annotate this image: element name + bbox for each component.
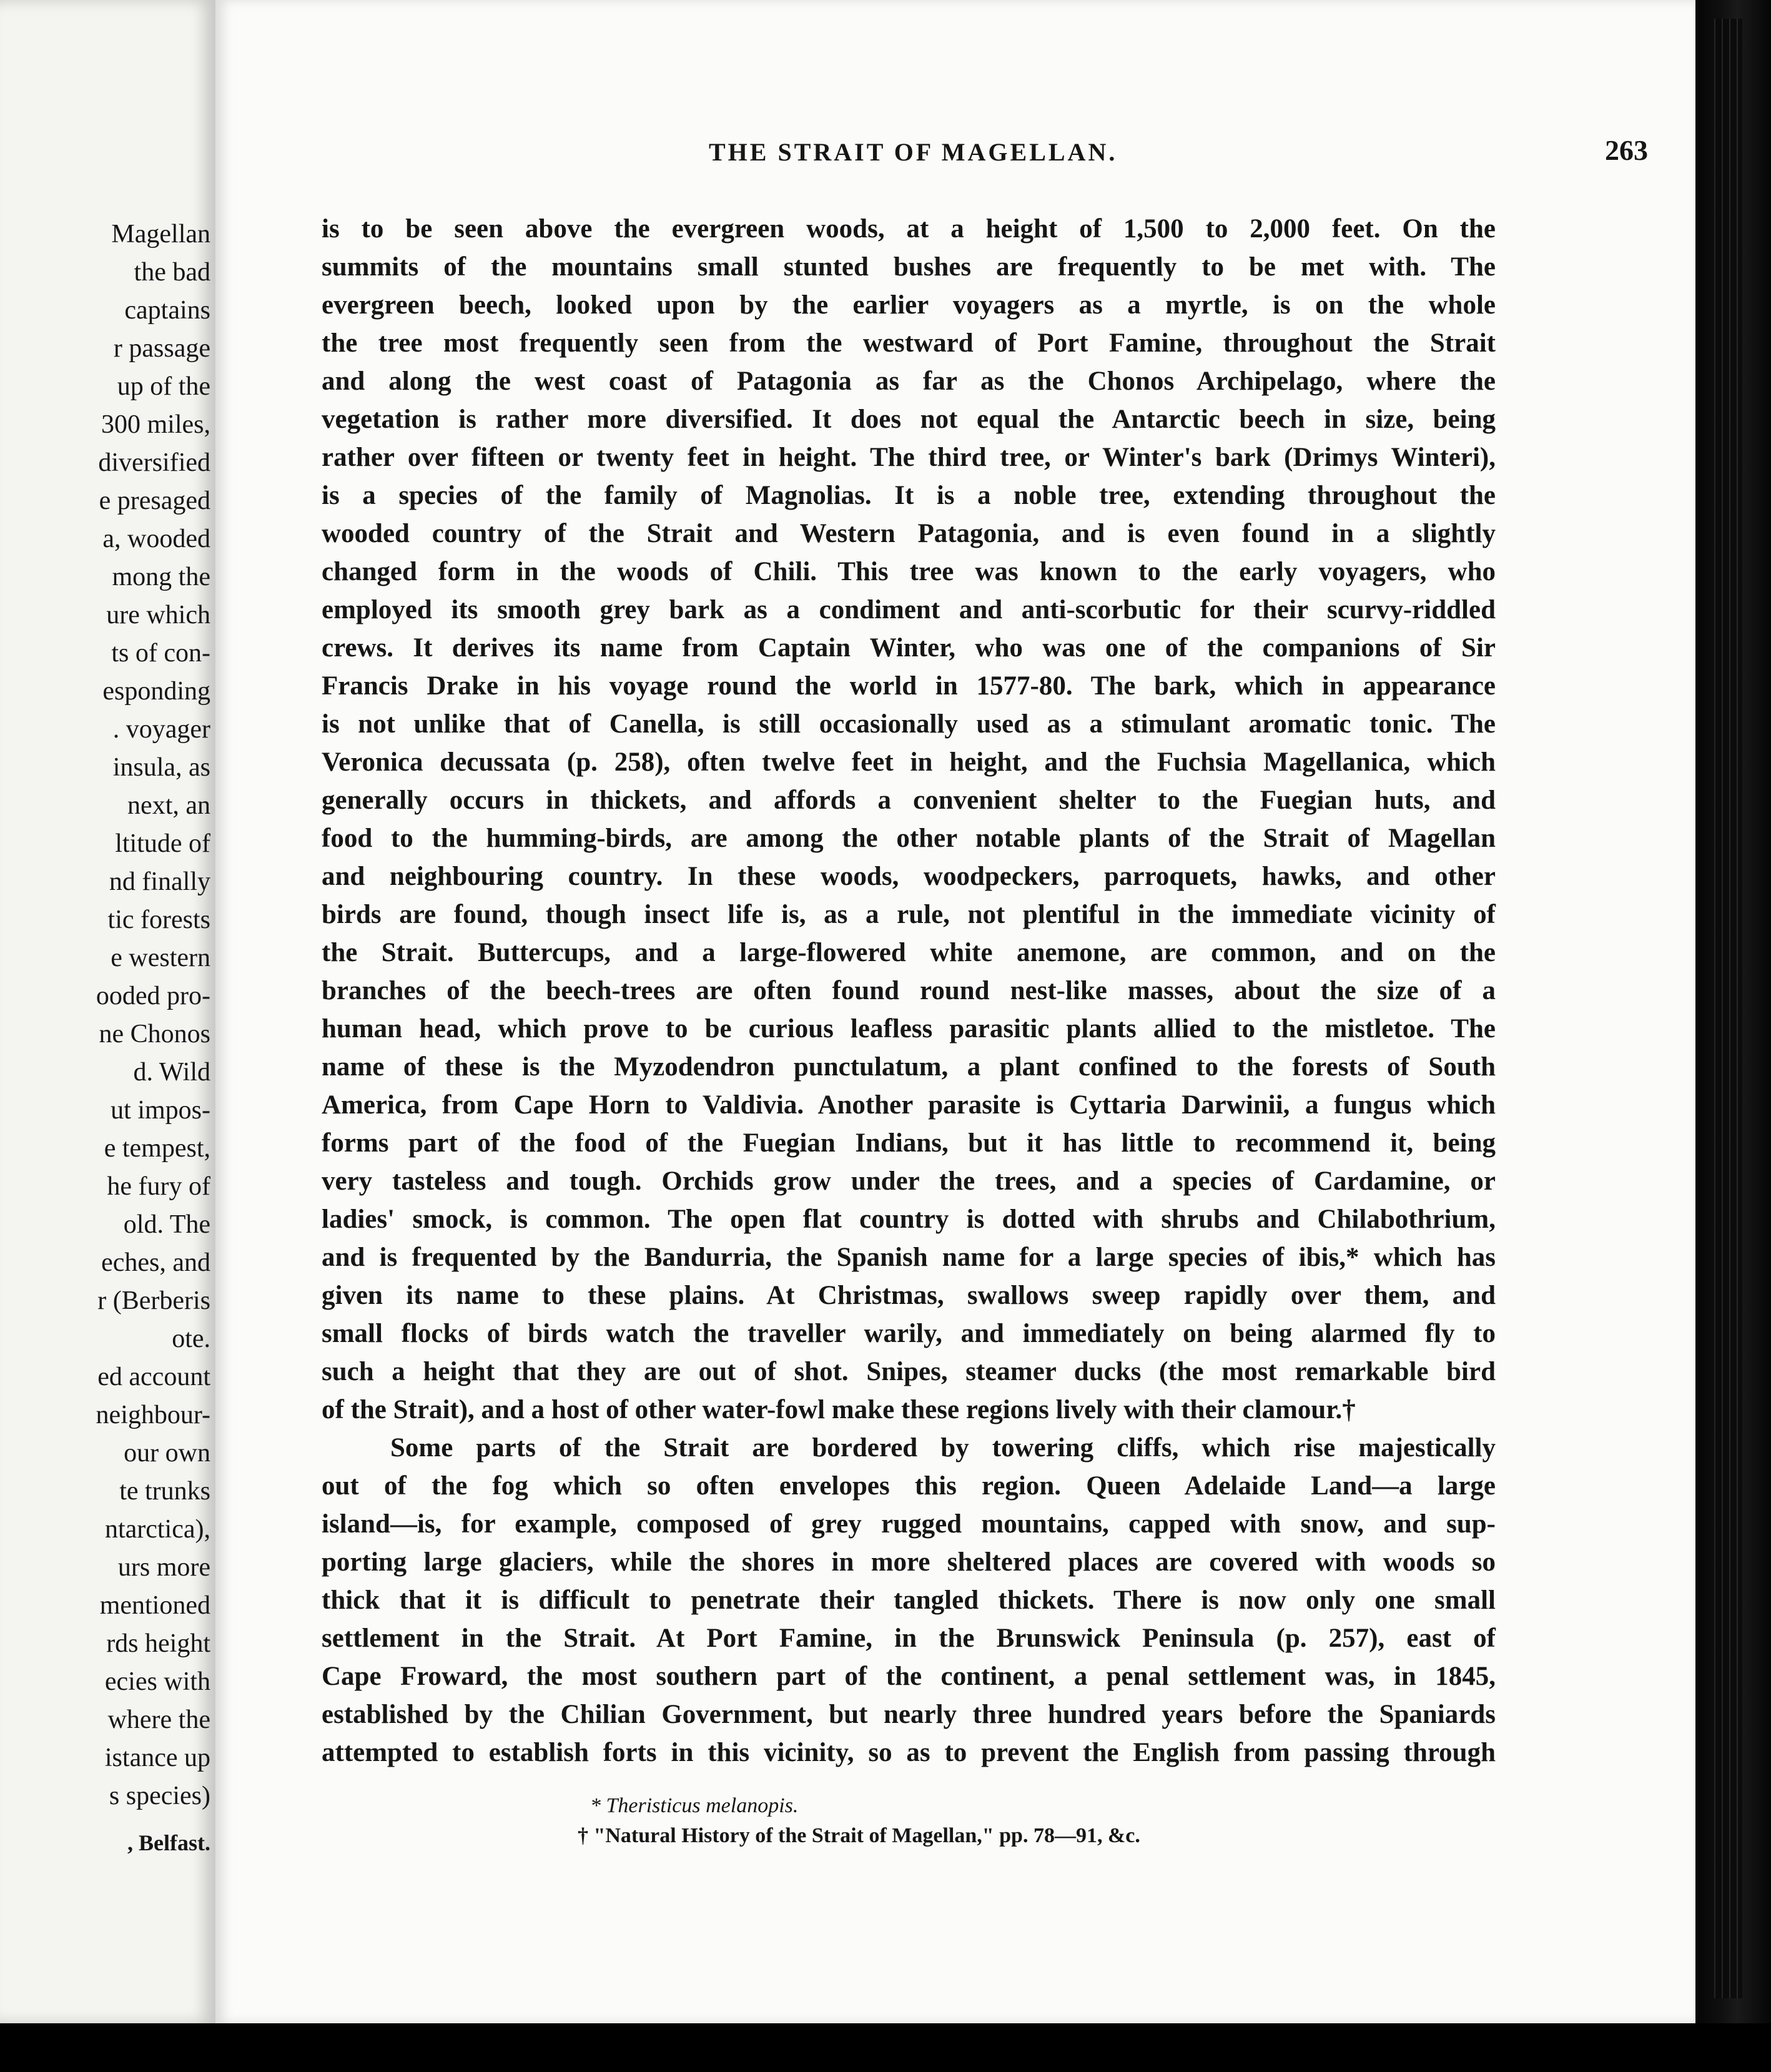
left-line: esponding [102,677,210,706]
body-line: Francis Drake in his voyage round the world in 1577-80. The bark, which in appearance [322,671,1496,701]
body-line: forms part of the food of the Fuegian Indians, but it has little to recommend it, being [322,1128,1496,1158]
body-line: generally occurs in thickets, and affords a convenient shelter to the Fuegian huts, and [322,786,1496,815]
left-line: eches, and [101,1248,210,1277]
left-line: rds height [106,1629,210,1658]
left-line: captains [124,296,210,325]
left-page-text [96,215,210,1815]
body-line: ladies' smock, is common. The open flat country is dotted with shrubs and Chilabothrium, [322,1205,1496,1234]
left-line: r (Berberis [97,1286,210,1315]
left-line: te trunks [119,1477,210,1506]
body-line: the tree most frequently seen from the westward of Port Famine, throughout the Strait [322,328,1496,358]
body-line: employed its smooth grey bark as a condiment and anti-scorbutic for their scurvy-riddled [322,595,1496,624]
left-line: next, an [127,791,210,820]
left-page-footer: , Belfast. [127,1830,210,1855]
bottom-shadow [0,2023,1771,2072]
body-line: out of the fog which so often envelopes this region. Queen Adelaide Land—a large [322,1471,1496,1501]
left-line: s species) [109,1782,210,1810]
body-line: the Strait. Buttercups, and a large-flowered white anemone, are common, and on the [322,938,1496,967]
left-line: mentioned [99,1591,210,1620]
left-line: up of the [117,372,210,401]
body-line: given its name to these plains. At Christmas, swallows sweep rapidly over them, and [322,1281,1496,1310]
body-line: is to be seen above the evergreen woods, at a height of 1,500 to 2,000 feet. On the [322,214,1496,244]
footnotes [578,1791,1140,1851]
body-line: rather over fifteen or twenty feet in height. The third tree, or Winter's bark (Drimys Winteri), [322,443,1496,472]
left-line: insula, as [112,753,210,782]
left-line: ooded pro- [96,982,210,1010]
left-line: a, wooded [102,525,210,553]
left-line: ecies with [104,1667,210,1696]
left-line: mong the [112,563,210,591]
left-line: ntarctica), [104,1515,210,1544]
body-line: and is frequented by the Bandurria, the Spanish name for a large species of ibis,* which has [322,1243,1496,1272]
left-line: ltitude of [115,829,210,858]
left-line: r passage [113,334,210,363]
body-line: name of these is the Myzodendron punctulatum, a plant confined to the forests of South [322,1052,1496,1082]
body-line: Some parts of the Strait are bordered by towering cliffs, which rise majestically [390,1433,1496,1463]
left-line: tic forests [107,905,210,934]
page-number: 263 [1605,134,1648,166]
body-line: human head, which prove to be curious leafless parasitic plants allied to the mistletoe. The [322,1014,1496,1043]
left-line: neighbour- [96,1401,210,1429]
left-line: e presaged [99,486,210,515]
footnote: † "Natural History of the Strait of Magellan," pp. 78—91, &c. [578,1824,1140,1847]
body-line: Veronica decussata (p. 258), often twelve feet in height, and the Fuchsia Magellanica, which [322,747,1496,777]
body-text [322,210,1496,1772]
body-line: evergreen beech, looked upon by the earlier voyagers as a myrtle, is on the whole [322,290,1496,320]
left-line: the bad [134,258,210,287]
left-line: Magellan [111,220,210,249]
left-line: he fury of [107,1172,210,1201]
body-line: established by the Chilian Government, but nearly three hundred years before the Spaniards [322,1700,1496,1729]
body-line: porting large glaciers, while the shores in more sheltered places are covered with woods so [322,1547,1496,1577]
body-line: vegetation is rather more diversified. It does not equal the Antarctic beech in size, being [322,405,1496,434]
body-line: attempted to establish forts in this vicinity, so as to prevent the English from passing through [322,1738,1496,1767]
left-line: ne Chonos [99,1020,210,1048]
left-line: istance up [104,1744,210,1772]
body-line: thick that it is difficult to penetrate their tangled thickets. There is now only one small [322,1586,1496,1615]
body-line: and along the west coast of Patagonia as far as the Chonos Archipelago, where the [322,367,1496,396]
left-line: ure which [106,601,210,629]
body-line: changed form in the woods of Chili. This tree was known to the early voyagers, who [322,557,1496,586]
body-line: of the Strait), and a host of other water-fowl make these regions lively with their clamour.† [322,1395,1356,1424]
left-line: nd finally [109,867,210,896]
body-line: Cape Froward, the most southern part of the continent, a penal settlement was, in 1845, [322,1662,1496,1691]
main-page [215,0,1695,2023]
left-line: d. Wild [133,1058,210,1087]
body-line: birds are found, though insect life is, as a rule, not plentiful in the immediate vicinity of [322,900,1496,929]
body-line: island—is, for example, composed of grey rugged mountains, capped with snow, and sup- [322,1509,1496,1539]
left-line: . voyager [112,715,210,744]
body-line: and neighbouring country. In these woods, woodpeckers, parroquets, hawks, and other [322,862,1496,891]
left-line: ut impos- [111,1096,210,1125]
body-line: food to the humming-birds, are among the other notable plants of the Strait of Magellan [322,824,1496,853]
left-line: e western [111,944,210,972]
footnote: * Theristicus melanopis. [590,1794,799,1817]
body-line: is not unlike that of Canella, is still occasionally used as a stimulant aromatic tonic. The [322,709,1496,739]
left-line: ed account [97,1363,210,1391]
left-line: ote. [172,1325,210,1353]
running-head: THE STRAIT OF MAGELLAN. [709,138,1118,166]
body-line: summits of the mountains small stunted bushes are frequently to be met with. The [322,252,1496,282]
body-line: wooded country of the Strait and Western Patagonia, and is even found in a slightly [322,519,1496,548]
body-line: America, from Cape Horn to Valdivia. Another parasite is Cyttaria Darwinii, a fungus which [322,1090,1496,1120]
body-line: settlement in the Strait. At Port Famine, in the Brunswick Peninsula (p. 257), east of [322,1624,1496,1653]
left-line: where the [107,1705,210,1734]
body-line: is a species of the family of Magnolias. It is a noble tree, extending throughout the [322,481,1496,510]
left-line: old. The [123,1210,210,1239]
left-page-fragment [0,0,217,2023]
left-line: our own [124,1439,210,1468]
body-line: small flocks of birds watch the traveller warily, and immediately on being alarmed fly to [322,1319,1496,1348]
left-line: ts of con- [111,639,210,668]
left-line: 300 miles, [101,410,210,439]
body-line: very tasteless and tough. Orchids grow under the trees, and a species of Cardamine, or [322,1167,1496,1196]
body-line: such a height that they are out of shot. Snipes, steamer ducks (the most remarkable bird [322,1357,1496,1386]
left-line: diversified [98,448,210,477]
body-line: branches of the beech-trees are often found round nest-like masses, about the size of a [322,976,1496,1005]
page-edge-lines [1714,19,1742,1998]
body-line: crews. It derives its name from Captain Winter, who was one of the companions of Sir [322,633,1496,663]
left-line: e tempest, [104,1134,210,1163]
left-line: urs more [117,1553,210,1582]
